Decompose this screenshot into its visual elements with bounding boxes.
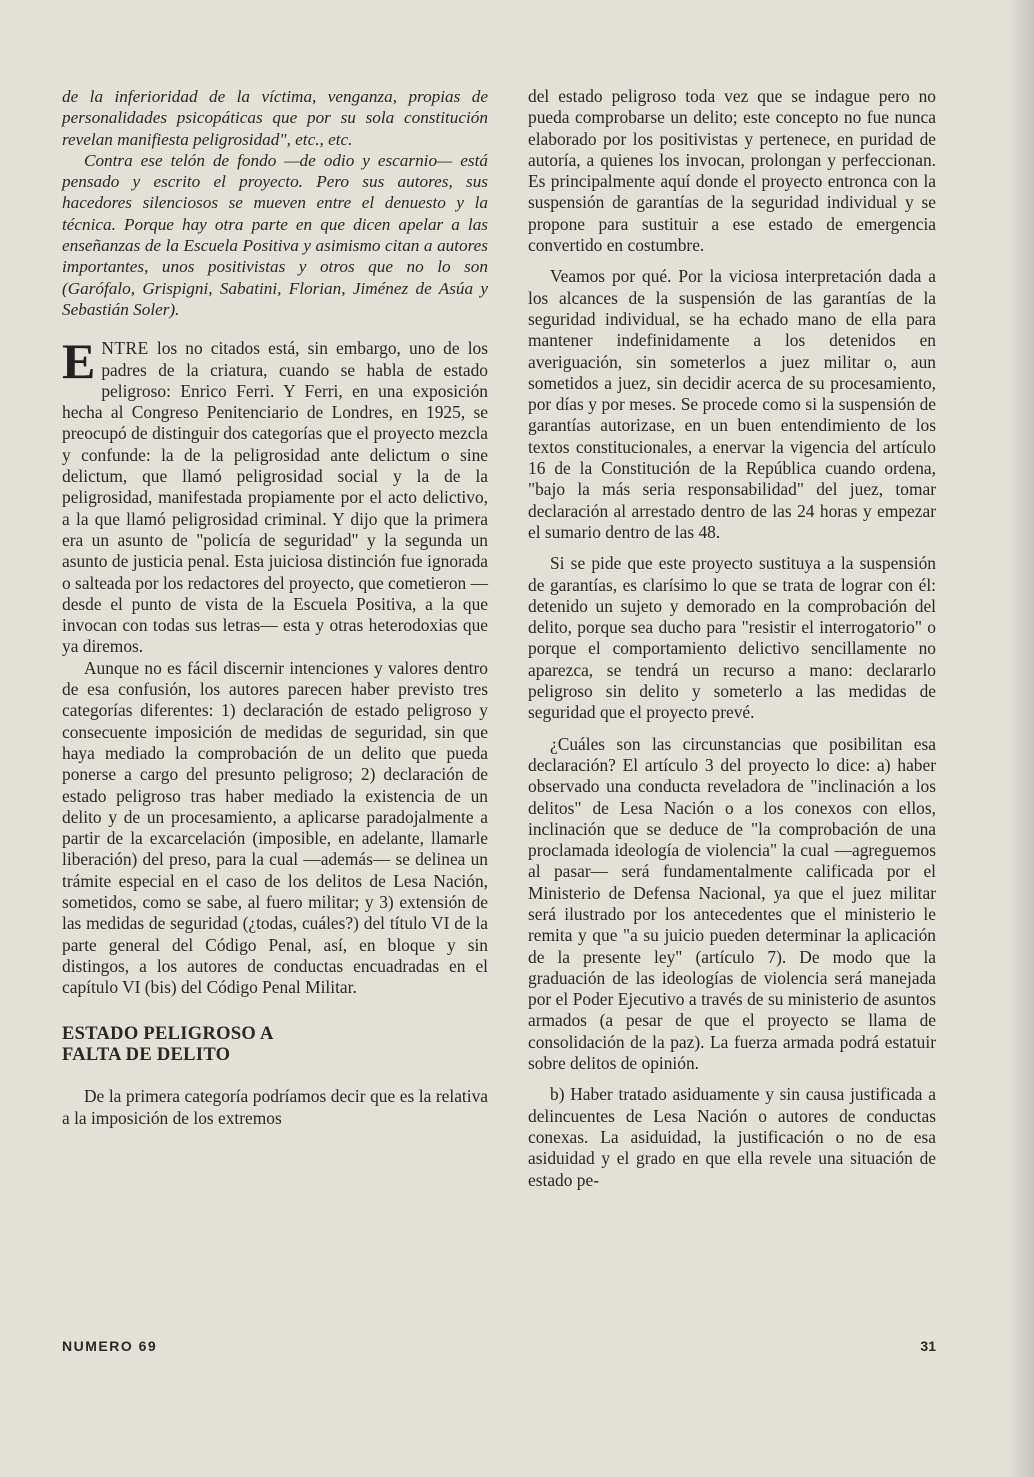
body-paragraph: ¿Cuáles son las circunstancias que posibilitan esa declaración? El artículo 3 del proyecto lo dice: a) haber observado una conducta reveladora de "inclinación a los delitos" de Lesa Nación o a los conexos con ellos, inclinación que se deduce de "la comprobación de una proclamada ideología de violencia" la cual —agreguemos al pasar— será fundamentalmente calificada por el Ministerio de Defensa Nacional, ya que el juez militar será ilustrado por los antecedentes que el ministerio le remita y que "a su juicio pueden determinar la aplicación de la presente ley" (artículo 7). De modo que la graduación de las ideologías de violencia será manejada por el Poder Ejecutivo a través de su ministerio de asuntos armados (a pesar de que el proyecto se llama de consolidación de la paz). La fuerza armada podrá estatuir sobre delitos de opinión. [528, 733, 936, 1074]
drop-cap: E [62, 333, 96, 390]
lead-text: los no citados está, sin embargo, uno de los padres de la criatura, cuando se habla de estado peligroso: Enrico Ferri. Y Ferri, en una exposición hecha al Congreso Penitenciario de Londres, en 1925, se preocupó de distinguir dos categorías que el proyecto mezcla y confunde: la de la peligrosidad ante delictum o sine delictum, que llamó peligrosidad social y la de la peligrosidad, manifestada propiamente por el acto delictivo, a la que llamó peligrosidad criminal. Y dijo que la primera era un asunto de "policía de seguridad" y la segunda un asunto de justicia penal. Esta juiciosa distinción fue ignorada o salteada por los redactores del proyecto, que cometieron —desde el punto de vista de la Escuela Positiva, a la que invocan con todas sus letras— esta y otras heterodoxias que ya diremos. [62, 338, 488, 657]
intro-paragraph-2: Contra ese telón de fondo —de odio y escarnio— está pensado y escrito el proyecto. Pero sus autores, sus hacedores silenciosos se mueven entre el denuesto y la técnica. Porque hay otra parte en que dicen apelar a las enseñanzas de la Escuela Positiva y asimismo citan a autores importantes, unos positivistas y otros que no lo son (Garófalo, Grispigni, Sabatini, Florian, Jiménez de Asúa y Sebastián Soler). [62, 150, 488, 319]
right-column [528, 86, 936, 1191]
lead-smallcaps: NTRE [101, 338, 149, 359]
intro-paragraph-1: de la inferioridad de la víctima, venganza, propias de personalidades psicopáticas que por su sola constitución revelan manifiesta peligrosidad", etc., etc. [62, 87, 488, 149]
issue-label: NUMERO 69 [62, 1338, 158, 1354]
body-paragraph: Veamos por qué. Por la viciosa interpretación dada a los alcances de la suspensión de las garantías de la seguridad individual, se ha echado mano de ella para mantener indefinidamente a los detenidos en averiguación, sin someterlos a juez militar o, aun sometidos a juez, sin decidir acerca de su procesamiento, por días y por meses. Se procede como si la suspensión de garantías autorizase, en un buen entendimiento de los textos constitucionales, a enervar la vigencia del artículo 16 de la Constitución de la República cuando ordena, "bajo la más seria responsabilidad" del juez, tomar declaración al arrestado dentro de las 24 horas y empezar el sumario dentro de las 48. [528, 266, 936, 542]
left-column [62, 86, 488, 1129]
body-paragraph: Si se pide que este proyecto sustituya a la suspensión de garantías, es clarísimo lo que se trata de lograr con él: detenido un sujeto y demorado en la comprobación del delito, porque sea ducho para "resistir el interrogatorio" o porque el comportamiento delictivo sencillamente no aparezca, se tendrá un recurso a mano: declararlo peligroso sin delito y someterlo a las medidas de seguridad que el proyecto prevé. [528, 553, 936, 723]
section-heading-line-2: FALTA DE DELITO [62, 1045, 231, 1066]
page-number: 31 [920, 1338, 936, 1354]
body-paragraph: Aunque no es fácil discernir intenciones y valores dentro de esa confusión, los autores parecen haber previsto tres categorías diferentes: 1) declaración de estado peligroso y consecuente imposición de medidas de seguridad, sin que haya mediado la comprobación de un delito que pueda ponerse a cargo del presunto peligroso; 2) declaración de estado peligroso tras haber mediado la existencia de un delito y de un procesamiento, a aplicarse paradojalmente a partir de la excarcelación (imposible, en adelante, llamarle liberación) del preso, para la cual —además— se delinea un trámite especial en el caso de los delitos de Lesa Nación, sometidos, como se sabe, al fuero militar; y 3) extensión de las medidas de seguridad (¿todas, cuáles?) del título VI de la parte general del Código Penal, así, en bloque y sin distingos, a los autores de conductas encuadradas en el capítulo VI (bis) del Código Penal Militar. [62, 657, 488, 998]
section-heading [62, 1024, 488, 1066]
italic-intro [62, 86, 488, 320]
body-paragraph: De la primera categoría podríamos decir que es la relativa a la imposición de los extremos [62, 1086, 488, 1128]
body-paragraph: b) Haber tratado asiduamente y sin causa justificada a delincuentes de Lesa Nación o autores de conductas conexas. La asiduidad, la justificación o no de esa asiduidad y el grado en que ella revele una situación de estado pe- [528, 1084, 936, 1190]
section-heading-line-1: ESTADO PELIGROSO A [62, 1024, 274, 1045]
lead-paragraph [62, 333, 488, 657]
page-footer [62, 1338, 936, 1354]
page-edge-shadow [1006, 0, 1034, 1477]
body-paragraph: del estado peligroso toda vez que se indague pero no pueda comprobarse un delito; este concepto no fue nunca elaborado por los positivistas y pertenece, en puridad de autoría, a quienes los invocan, prolongan y perfeccionan. Es principalmente aquí donde el proyecto entronca con la suspensión de garantías de la seguridad individual y se propone para sustituir a ese estado de emergencia convertido en costumbre. [528, 86, 936, 256]
